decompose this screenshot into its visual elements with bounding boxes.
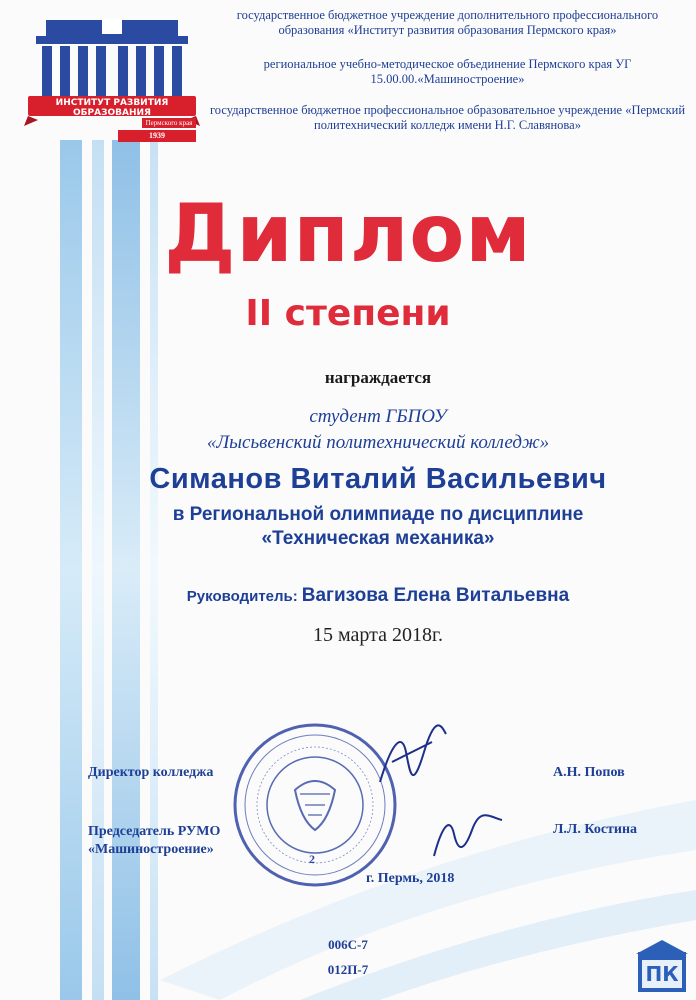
discipline-line-2: «Техническая механика»	[261, 528, 495, 549]
stamp-number: 2	[309, 852, 315, 866]
director-name: А.Н. Попов	[553, 765, 625, 780]
logo-sub-text: Пермского края	[145, 119, 193, 127]
logo-ribbon-text: ИНСТИТУТ РАЗВИТИЯ ОБРАЗОВАНИЯ	[55, 98, 169, 118]
director-signature	[372, 722, 452, 802]
leader-name: Вагизова Елена Витальевна	[301, 585, 570, 606]
student-line-1: студент ГБПОУ	[309, 406, 447, 427]
header-org-2: региональное учебно-методическое объединение Пермского края УГ 15.00.00.«Машиностроение»	[263, 57, 632, 86]
chair-name: Л.Л. Костина	[553, 822, 638, 837]
header-org-3: государственное бюджетное профессиональное образовательное учреждение «Пермский политехнический колледж имени Н.Г. Славянова»	[209, 103, 686, 132]
chair-signature	[428, 806, 508, 866]
diploma-title: Диплом	[164, 187, 532, 280]
city-year: г. Пермь, 2018	[366, 871, 455, 886]
leader-row	[60, 585, 696, 607]
doc-code-2: 012П-7	[327, 962, 369, 977]
chair-label-2: «Машиностроение»	[88, 842, 214, 857]
chair-label-1: Председатель РУМО	[88, 824, 221, 839]
award-date: 15 марта 2018г.	[313, 624, 443, 646]
doc-code-1: 006С-7	[328, 937, 368, 952]
student-line-2: «Лысьвенский политехнический колледж»	[206, 432, 550, 453]
logo-year: 1939	[149, 131, 165, 140]
director-label: Директор колледжа	[88, 765, 214, 780]
awarded-label: награждается	[324, 368, 432, 387]
recipient-name: Симанов Виталий Васильевич	[149, 463, 607, 495]
discipline-line-1: в Региональной олимпиаде по дисциплине	[172, 504, 584, 525]
leader-label: Руководитель:	[186, 588, 298, 605]
diploma-degree: II степени	[245, 293, 451, 334]
header-org-1: государственное бюджетное учреждение дополнительного профессионального образования «Институт развития образования Пермского края»	[236, 8, 659, 37]
college-logo-text: ПК	[645, 962, 679, 986]
